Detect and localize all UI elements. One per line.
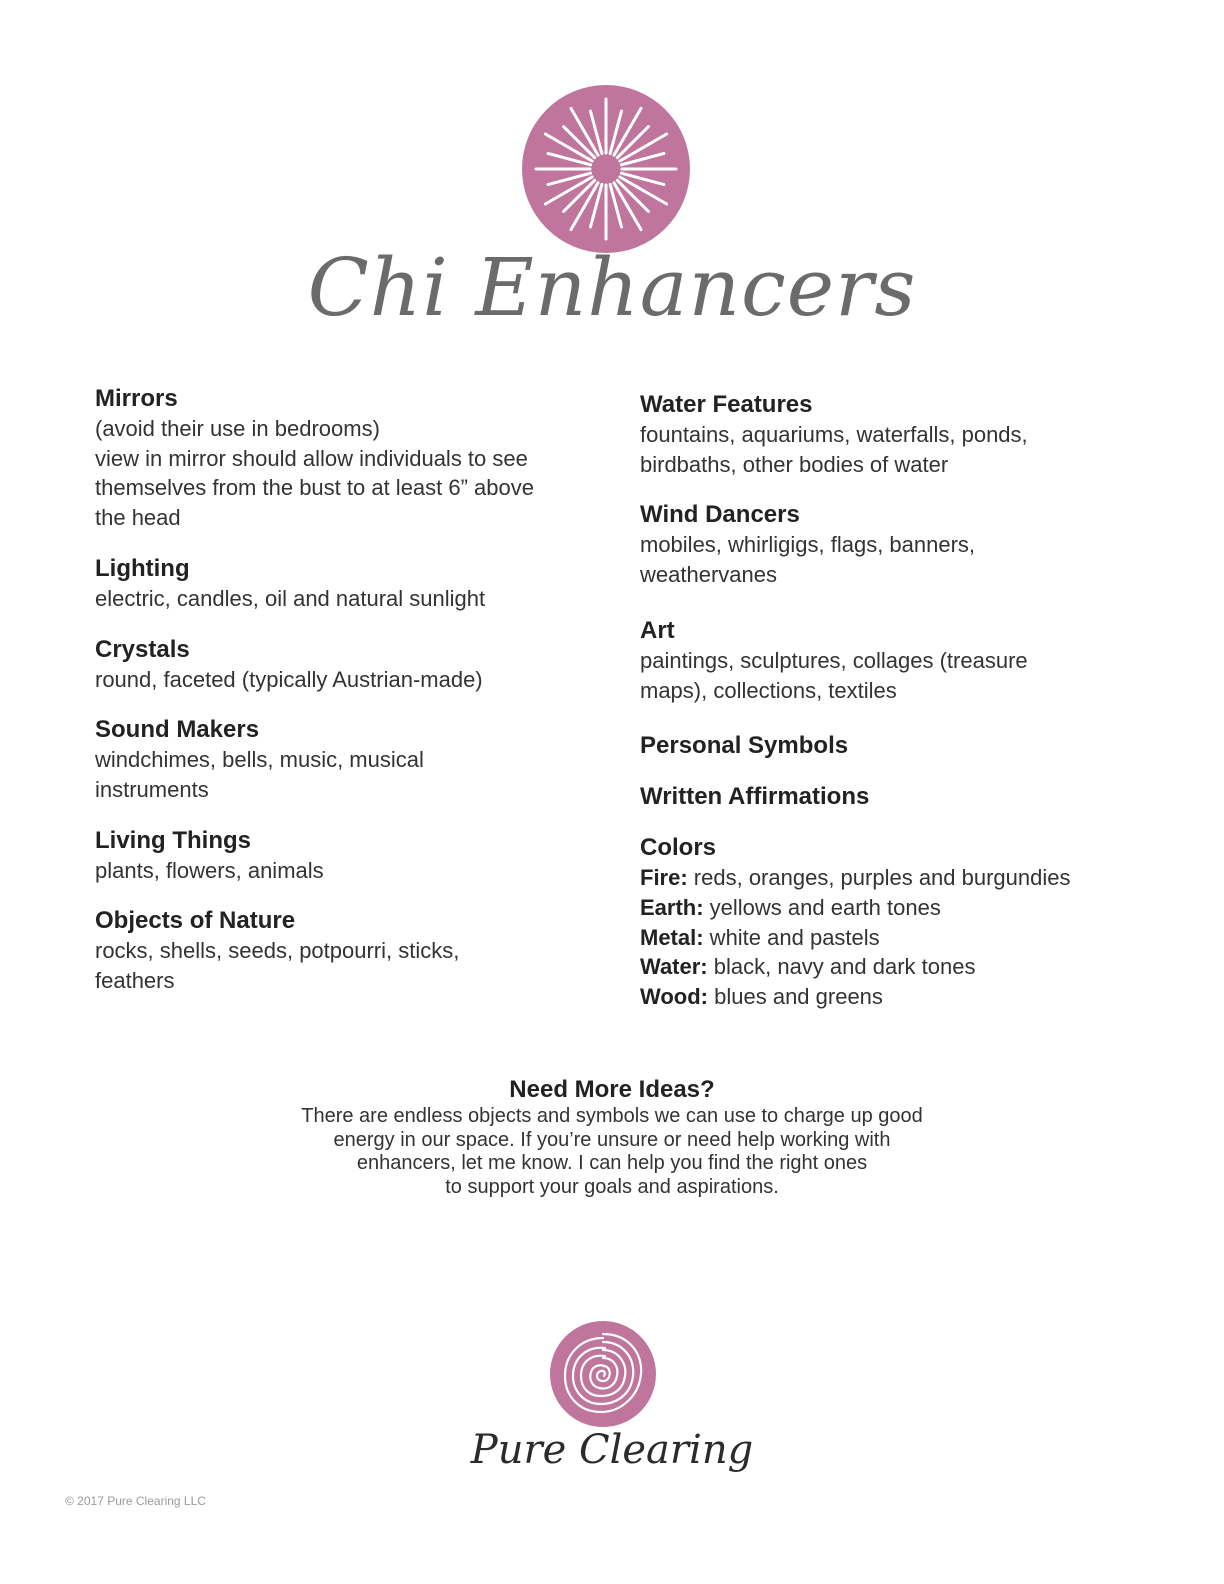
section-line: plants, flowers, animals xyxy=(95,857,324,883)
section-line: (avoid their use in bedrooms) xyxy=(95,416,380,441)
section-line: paintings, sculptures, collages (treasure xyxy=(640,647,1028,673)
section-mirrors xyxy=(95,384,595,533)
section-line: electric, candles, oil and natural sunlight xyxy=(95,585,486,611)
right-column xyxy=(640,390,1130,1033)
section-heading: Mirrors xyxy=(95,385,178,412)
section-line: instruments xyxy=(95,776,209,802)
color-line xyxy=(640,952,1130,982)
color-element: Metal: xyxy=(640,924,704,950)
more-ideas-line: energy in our space. If you’re unsure or need help working with xyxy=(333,1128,891,1151)
more-ideas-line: enhancers, let me know. I can help you find the right ones xyxy=(356,1152,868,1175)
section-lighting xyxy=(95,554,595,614)
section-line: windchimes, bells, music, musical xyxy=(95,747,424,773)
color-element: Earth: xyxy=(640,894,704,920)
color-line xyxy=(640,923,1130,953)
section-personal-symbols xyxy=(640,731,1130,761)
page-title: Chi Enhancers xyxy=(307,241,917,334)
color-element: Fire: xyxy=(640,865,688,891)
section-heading: Water Features xyxy=(640,391,813,418)
rose-spiral-logo-icon xyxy=(549,1320,657,1428)
sunburst-logo-icon xyxy=(522,85,690,253)
color-desc: black, navy and dark tones xyxy=(707,954,976,980)
section-objects-of-nature xyxy=(95,906,595,995)
copyright-notice: © 2017 Pure Clearing LLC xyxy=(65,1494,206,1508)
more-ideas-line: There are endless objects and symbols we can use to charge up good xyxy=(301,1105,923,1127)
color-line xyxy=(640,863,1130,893)
color-line xyxy=(640,982,1130,1012)
section-crystals xyxy=(95,635,595,695)
section-heading: Colors xyxy=(640,834,717,862)
section-line: view in mirror should allow individuals to see xyxy=(95,445,528,471)
color-desc: yellows and earth tones xyxy=(703,894,941,920)
color-element: Wood: xyxy=(640,984,709,1010)
section-heading: Wind Dancers xyxy=(640,501,800,529)
section-living-things xyxy=(95,826,595,886)
section-line: maps), collections, textiles xyxy=(640,677,897,703)
section-heading: Living Things xyxy=(95,826,251,854)
section-heading: Art xyxy=(640,616,675,644)
more-ideas-block xyxy=(200,1075,1024,1200)
color-line xyxy=(640,893,1130,923)
section-line: fountains, aquariums, waterfalls, ponds, xyxy=(640,422,1028,447)
section-line: mobiles, whirligigs, flags, banners, xyxy=(640,532,976,558)
section-line: rocks, shells, seeds, potpourri, sticks, xyxy=(95,938,460,964)
section-heading: Lighting xyxy=(95,554,190,582)
section-heading: Written Affirmations xyxy=(640,783,870,811)
more-ideas-line: to support your goals and aspirations. xyxy=(445,1176,779,1199)
brand-name: Pure Clearing xyxy=(470,1427,754,1473)
section-wind-dancers xyxy=(640,500,1130,589)
section-colors xyxy=(640,833,1130,1012)
section-line: themselves from the bust to at least 6” above xyxy=(95,475,535,501)
color-desc: white and pastels xyxy=(703,924,880,950)
section-line: weathervanes xyxy=(640,562,777,588)
color-desc: blues and greens xyxy=(708,984,883,1010)
section-sound-makers xyxy=(95,715,595,804)
section-heading: Sound Makers xyxy=(95,716,260,744)
section-line: the head xyxy=(95,505,181,531)
section-line: birdbaths, other bodies of water xyxy=(640,451,949,477)
left-column xyxy=(95,384,595,1017)
color-desc: reds, oranges, purples and burgundies xyxy=(687,865,1071,891)
color-element: Water: xyxy=(640,954,708,980)
section-heading: Personal Symbols xyxy=(640,732,849,760)
more-ideas-title: Need More Ideas? xyxy=(509,1076,715,1103)
section-art xyxy=(640,616,1130,705)
section-line: feathers xyxy=(95,968,175,994)
section-line: round, faceted (typically Austrian-made) xyxy=(95,666,483,692)
section-water-features xyxy=(640,390,1130,479)
section-written-affirmations xyxy=(640,782,1130,812)
section-heading: Crystals xyxy=(95,635,190,663)
section-heading: Objects of Nature xyxy=(95,907,296,935)
